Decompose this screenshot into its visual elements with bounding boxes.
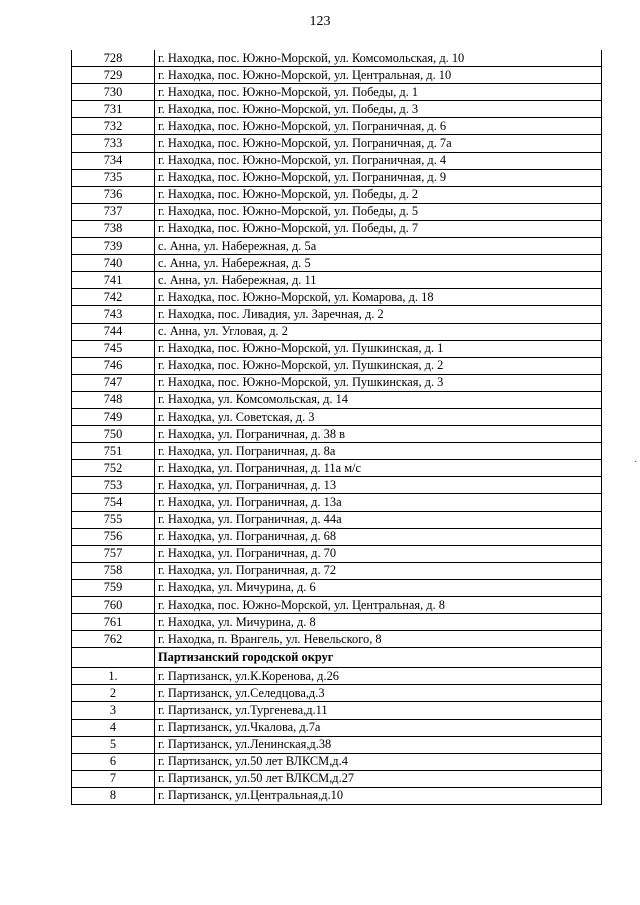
row-address: г. Находка, ул. Пограничная, д. 13а [155,494,602,511]
table-row [72,702,602,719]
row-number: 758 [72,562,155,579]
table-row [72,357,602,374]
row-number: 762 [72,631,155,648]
row-number: 750 [72,426,155,443]
row-number: 746 [72,357,155,374]
row-number: 733 [72,135,155,152]
row-number: 741 [72,272,155,289]
row-address: г. Партизанск, ул.Ленинская,д.38 [155,736,602,753]
table-row [72,753,602,770]
table-row [72,118,602,135]
row-address: г. Партизанск, ул.К.Коренова, д.26 [155,668,602,685]
row-number: 749 [72,408,155,425]
table-row [72,562,602,579]
row-address: г. Партизанск, ул.Селедцова,д.3 [155,685,602,702]
table-row [72,685,602,702]
row-number: 747 [72,374,155,391]
table-row [72,460,602,477]
row-number: 753 [72,477,155,494]
table-row [72,631,602,648]
table-row [72,169,602,186]
table-row [72,152,602,169]
table-row [72,50,602,67]
row-address: г. Находка, пос. Южно-Морской, ул. Центральная, д. 8 [155,597,602,614]
table-row [72,511,602,528]
table-row [72,545,602,562]
row-number: 739 [72,238,155,255]
row-number: 732 [72,118,155,135]
table-row [72,374,602,391]
row-address: г. Находка, пос. Южно-Морской, ул. Пограничная, д. 7а [155,135,602,152]
row-address: с. Анна, ул. Набережная, д. 11 [155,272,602,289]
table-row [72,238,602,255]
row-address: г. Находка, пос. Южно-Морской, ул. Комарова, д. 18 [155,289,602,306]
row-address: г. Находка, пос. Южно-Морской, ул. Пушкинская, д. 3 [155,374,602,391]
address-table-body [72,50,602,805]
row-address: г. Находка, пос. Южно-Морской, ул. Центральная, д. 10 [155,67,602,84]
row-number: 6 [72,753,155,770]
row-number: 3 [72,702,155,719]
table-row [72,220,602,237]
table-row [72,186,602,203]
row-address: с. Анна, ул. Угловая, д. 2 [155,323,602,340]
table-row [72,323,602,340]
row-address: г. Находка, пос. Южно-Морской, ул. Победы, д. 1 [155,84,602,101]
row-address: г. Находка, ул. Мичурина, д. 8 [155,614,602,631]
row-number: 2 [72,685,155,702]
table-row [72,668,602,685]
table-row [72,255,602,272]
row-number: 736 [72,186,155,203]
table-row [72,391,602,408]
table-row [72,579,602,596]
table-row [72,135,602,152]
table-row [72,597,602,614]
row-address: г. Находка, ул. Комсомольская, д. 14 [155,391,602,408]
table-row [72,203,602,220]
section-row [72,648,602,668]
row-address: г. Находка, ул. Пограничная, д. 38 в [155,426,602,443]
row-address: г. Находка, ул. Пограничная, д. 8а [155,443,602,460]
table-row [72,101,602,118]
row-number: 728 [72,50,155,67]
row-number: 761 [72,614,155,631]
row-address: г. Находка, ул. Пограничная, д. 13 [155,477,602,494]
row-address: г. Находка, ул. Пограничная, д. 70 [155,545,602,562]
row-number: 744 [72,323,155,340]
table-row [72,494,602,511]
table-row [72,477,602,494]
row-number: 760 [72,597,155,614]
address-table [71,50,602,805]
row-number: 751 [72,443,155,460]
row-address: г. Партизанск, ул.Чкалова, д.7а [155,719,602,736]
row-number: 735 [72,169,155,186]
row-address: г. Партизанск, ул.50 лет ВЛКСМ,д.27 [155,770,602,787]
table-row [72,736,602,753]
table-row [72,426,602,443]
table-row [72,340,602,357]
row-number: 737 [72,203,155,220]
row-address: с. Анна, ул. Набережная, д. 5 [155,255,602,272]
row-address: г. Находка, пос. Южно-Морской, ул. Пограничная, д. 4 [155,152,602,169]
row-address: г. Находка, п. Врангель, ул. Невельского, 8 [155,631,602,648]
row-number: 4 [72,719,155,736]
row-number: 729 [72,67,155,84]
row-number: 754 [72,494,155,511]
row-number: 7 [72,770,155,787]
row-address: г. Находка, пос. Южно-Морской, ул. Пограничная, д. 6 [155,118,602,135]
row-address: г. Находка, пос. Южно-Морской, ул. Победы, д. 3 [155,101,602,118]
row-address: г. Находка, пос. Южно-Морской, ул. Комсомольская, д. 10 [155,50,602,67]
table-row [72,67,602,84]
row-address: г. Партизанск, ул.50 лет ВЛКСМ,д.4 [155,753,602,770]
table-row [72,787,602,804]
row-number: 1. [72,668,155,685]
row-number: 752 [72,460,155,477]
row-number: 8 [72,787,155,804]
row-address: г. Находка, пос. Южно-Морской, ул. Пограничная, д. 9 [155,169,602,186]
table-row [72,289,602,306]
row-address: г. Находка, ул. Мичурина, д. 6 [155,579,602,596]
row-address: г. Находка, пос. Южно-Морской, ул. Победы, д. 5 [155,203,602,220]
row-number: 738 [72,220,155,237]
row-address: г. Находка, пос. Южно-Морской, ул. Победы, д. 7 [155,220,602,237]
row-number: 742 [72,289,155,306]
row-address: г. Находка, ул. Советская, д. 3 [155,408,602,425]
table-row [72,408,602,425]
table-row [72,84,602,101]
row-number: 755 [72,511,155,528]
row-number: 734 [72,152,155,169]
page-number: 123 [309,14,331,29]
row-address: г. Партизанск, ул.Центральная,д.10 [155,787,602,804]
row-number: 730 [72,84,155,101]
row-address: г. Находка, ул. Пограничная, д. 68 [155,528,602,545]
row-address: г. Находка, пос. Южно-Морской, ул. Пушкинская, д. 1 [155,340,602,357]
section-number-cell [72,648,155,668]
table-row [72,719,602,736]
table-row [72,306,602,323]
table-row [72,614,602,631]
row-address: г. Находка, ул. Пограничная, д. 44а [155,511,602,528]
row-address: г. Находка, пос. Ливадия, ул. Заречная, д. 2 [155,306,602,323]
table-row [72,528,602,545]
row-number: 748 [72,391,155,408]
table-row [72,272,602,289]
row-address: г. Находка, ул. Пограничная, д. 72 [155,562,602,579]
row-address: г. Находка, пос. Южно-Морской, ул. Победы, д. 2 [155,186,602,203]
row-address: с. Анна, ул. Набережная, д. 5а [155,238,602,255]
row-address: г. Находка, ул. Пограничная, д. 11а м/с [155,460,602,477]
row-address: г. Партизанск, ул.Тургенева,д.11 [155,702,602,719]
row-number: 743 [72,306,155,323]
row-number: 5 [72,736,155,753]
row-number: 740 [72,255,155,272]
table-row [72,443,602,460]
row-number: 756 [72,528,155,545]
row-number: 757 [72,545,155,562]
table-row [72,770,602,787]
row-address: г. Находка, пос. Южно-Морской, ул. Пушкинская, д. 2 [155,357,602,374]
margin-mark: . [634,453,637,465]
row-number: 731 [72,101,155,118]
section-title: Партизанский городской округ [155,648,602,668]
row-number: 759 [72,579,155,596]
row-number: 745 [72,340,155,357]
